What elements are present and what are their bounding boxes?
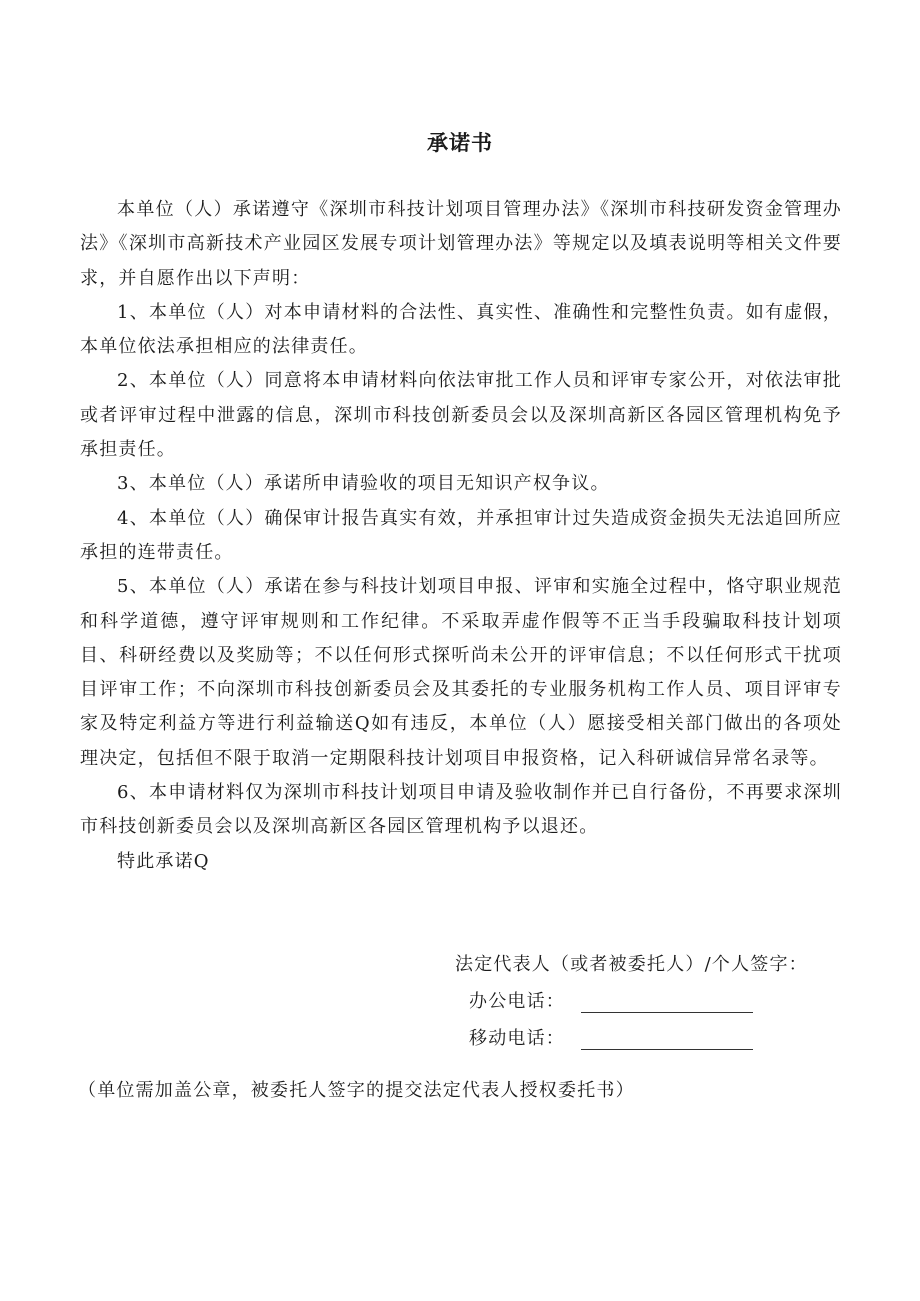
clause-4-paragraph: 4、本单位（人）确保审计报告真实有效，并承担审计过失造成资金损失无法追回所应承担的连带责任。 bbox=[80, 507, 842, 563]
mobile-phone-label: 移动电话： bbox=[469, 1028, 565, 1049]
mobile-phone-field[interactable] bbox=[581, 1027, 753, 1050]
intro-paragraph: 本单位（人）承诺遵守《深圳市科技计划项目管理办法》《深圳市科技研发资金管理办法》《深圳市高新技术产业园区发展专项计划管理办法》等规定以及填表说明等相关文件要求，并自愿作出以下声明： bbox=[80, 199, 842, 289]
mobile-phone-line bbox=[455, 1020, 875, 1057]
signer-label: 法定代表人（或者被委托人）/个人签字： bbox=[455, 954, 808, 975]
signature-block bbox=[455, 946, 875, 1057]
clause-3-paragraph: 3、本单位（人）承诺所申请验收的项目无知识产权争议。 bbox=[117, 473, 610, 495]
office-phone-line bbox=[455, 983, 875, 1020]
clause-5-paragraph: 5、本单位（人）承诺在参与科技计划项目申报、评审和实施全过程中，恪守职业规范和科学道德，遵守评审规则和工作纪律。不采取弄虚作假等不正当手段骗取科技计划项目、科研经费以及奖励等；不以任何形式探听尚未公开的评审信息；不以任何形式干扰项目评审工作；不向深圳市科技创新委员会及其委托的专业服务机构工作人员、项目评审专家及特定利益方等进行利益输送Q如有违反，本单位（人）愿接受相关部门做出的各项处理决定，包括但不限于取消一定期限科技计划项目申报资格，记入科研诚信异常名录等。 bbox=[80, 576, 842, 769]
seal-note: （单位需加盖公章，被委托人签字的提交法定代表人授权委托书） bbox=[78, 1080, 635, 1101]
closing-paragraph: 特此承诺Q bbox=[117, 850, 210, 872]
page-title: 承诺书 bbox=[427, 131, 493, 155]
commitment-body bbox=[80, 193, 842, 879]
office-phone-field[interactable] bbox=[581, 990, 753, 1013]
office-phone-label: 办公电话： bbox=[469, 991, 565, 1012]
clause-2-paragraph: 2、本单位（人）同意将本申请材料向依法审批工作人员和评审专家公开，对依法审批或者评审过程中泄露的信息，深圳市科技创新委员会以及深圳高新区各园区管理机构免予承担责任。 bbox=[80, 370, 842, 461]
clause-1-paragraph: 1、本单位（人）对本申请材料的合法性、真实性、准确性和完整性负责。如有虚假，本单位依法承担相应的法律责任。 bbox=[80, 301, 842, 358]
clause-6-paragraph: 6、本申请材料仅为深圳市科技计划项目申请及验收制作并已自行备份，不再要求深圳市科技创新委员会以及深圳高新区各园区管理机构予以退还。 bbox=[80, 782, 842, 838]
signer-line bbox=[455, 946, 875, 983]
